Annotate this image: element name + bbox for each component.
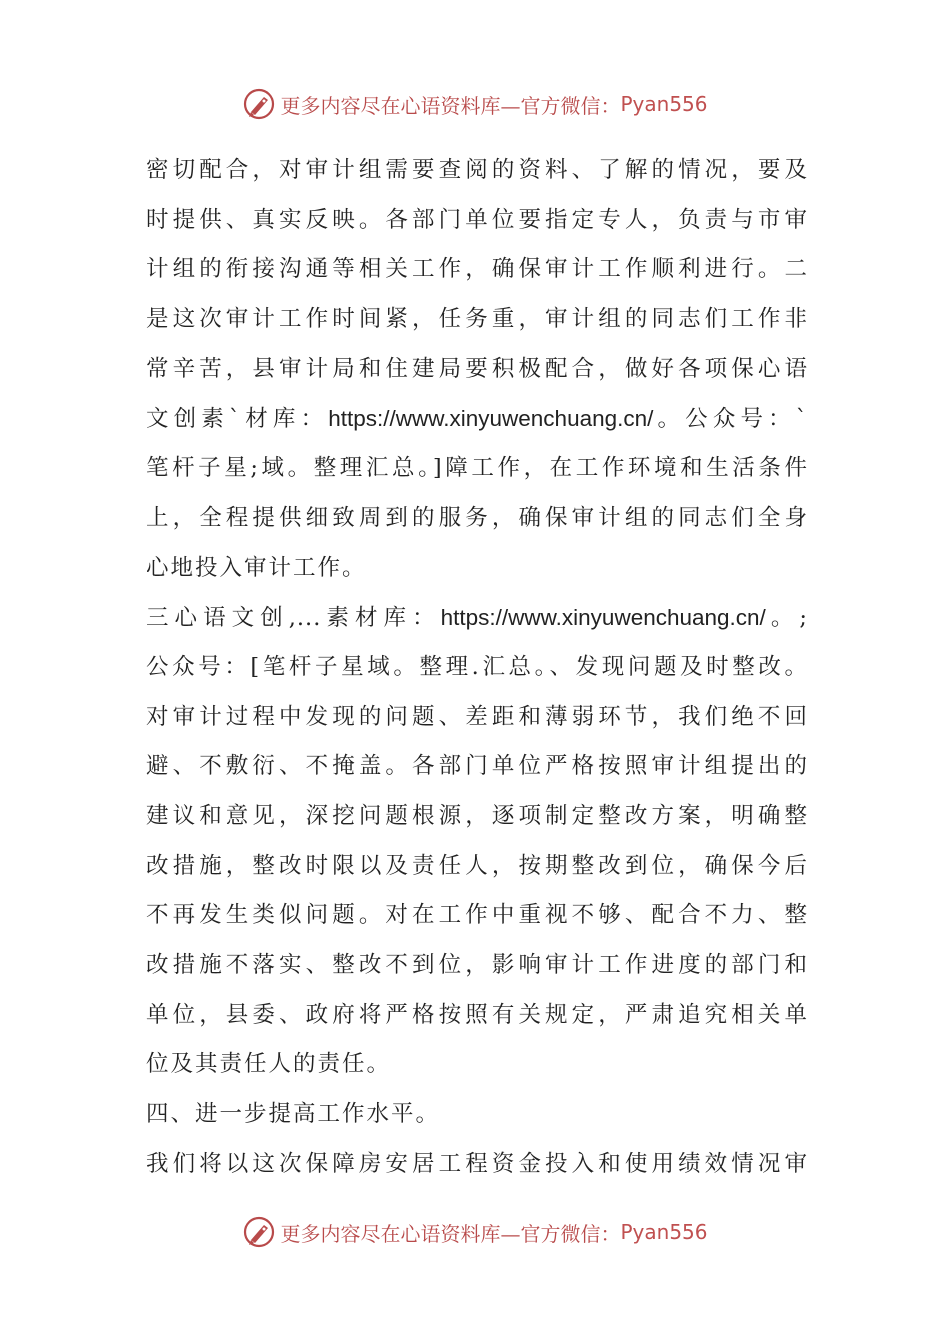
body-line: 位及其责任人的责任。 <box>146 1051 392 1078</box>
url-line-prefix: 三心语文创,...素材库： <box>146 605 441 632</box>
body-line: 改措施不落实、整改不到位，影响审计工作进度的部门和 <box>146 952 808 978</box>
body-line: 我们将以这次保障房安居工程资金投入和使用绩效情况审 <box>146 1150 808 1177</box>
header-banner <box>0 84 950 124</box>
body-line: 避、不敷衍、不掩盖。各部门单位严格按照审计组提出的 <box>146 753 808 780</box>
body-line: 笔杆子星;域。整理汇总。]障工作，在工作环境和生活条件 <box>146 455 808 482</box>
header-banner-handle: Pyan556 <box>620 92 708 116</box>
body-line: 单位，县委、政府将严格按照有关规定，严肃追究相关单 <box>146 1001 808 1028</box>
body-line: 是这次审计工作时间紧，任务重，审计组的同志们工作非 <box>146 306 808 333</box>
document-body <box>146 146 808 1189</box>
header-banner-text: 更多内容尽在心语资料库—官方微信： <box>280 93 621 118</box>
body-line-with-url <box>146 593 808 643</box>
footer-banner <box>0 1212 950 1252</box>
pen-nib-logo-icon <box>242 87 276 121</box>
body-line: 公众号：[笔杆子星域。整理.汇总。、发现问题及时整改。 <box>146 653 808 680</box>
body-line: 上，全程提供细致周到的服务，确保审计组的同志们全身 <box>146 504 808 531</box>
section-heading: 四、进一步提高工作水平。 <box>146 1101 441 1128</box>
body-line: 常辛苦，县审计局和住建局要积极配合，做好各项保心语 <box>146 355 808 382</box>
website-url: https://www.xinyuwenchuang.cn/ <box>328 406 654 432</box>
pen-nib-logo-icon <box>242 1215 276 1249</box>
url-line-prefix: 文创素`材库： <box>146 406 329 433</box>
body-line-with-url <box>146 394 808 444</box>
body-line: 不再发生类似问题。对在工作中重视不够、配合不力、整 <box>146 902 808 929</box>
body-line: 建议和意见，深挖问题根源，逐项制定整改方案，明确整 <box>146 802 808 829</box>
body-line: 对审计过程中发现的问题、差距和薄弱环节，我们绝不回 <box>146 703 808 730</box>
body-line: 心地投入审计工作。 <box>146 554 367 581</box>
footer-banner-handle: Pyan556 <box>620 1220 708 1244</box>
body-line: 时提供、真实反映。各部门单位要指定专人，负责与市审 <box>146 206 808 233</box>
url-line-suffix: 。; <box>765 605 808 632</box>
website-url: https://www.xinyuwenchuang.cn/ <box>440 605 766 631</box>
body-line: 计组的衔接沟通等相关工作，确保审计工作顺利进行。二 <box>146 256 808 283</box>
body-line: 密切配合，对审计组需要查阅的资料、了解的情况，要及 <box>146 157 808 183</box>
footer-banner-text: 更多内容尽在心语资料库—官方微信： <box>280 1221 621 1246</box>
body-line: 改措施，整改时限以及责任人，按期整改到位，确保今后 <box>146 852 808 879</box>
url-line-suffix: 。公众号：` <box>653 406 808 433</box>
